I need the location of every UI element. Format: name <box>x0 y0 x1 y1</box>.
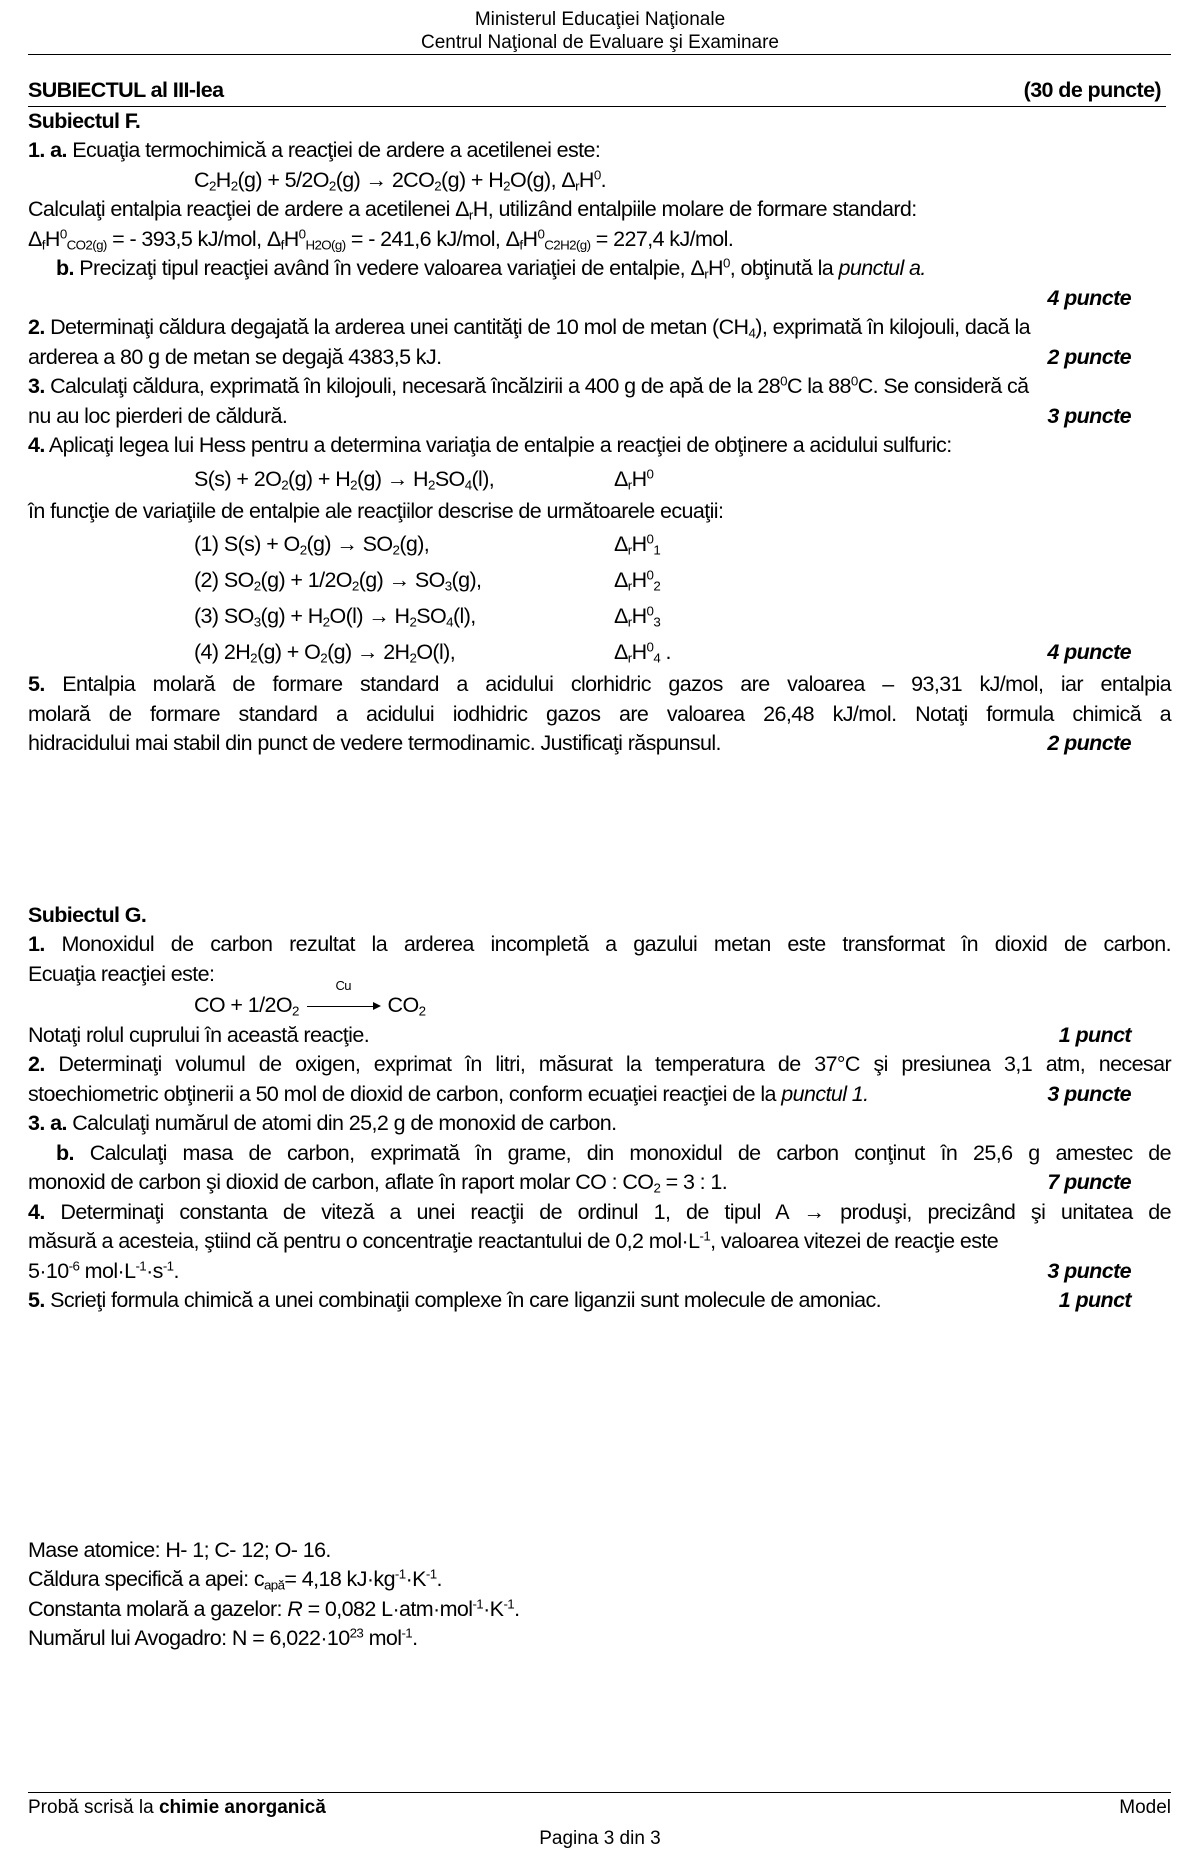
g-q2-line2 <box>28 1080 1171 1110</box>
page-number: Pagina 3 din 3 <box>539 1828 661 1849</box>
g-q3-points: 7 puncte <box>1047 1170 1131 1194</box>
f-q4-points: 4 puncte <box>1047 640 1131 664</box>
g-q1-equation: CO + $1/2O_2$ Cu $CO_2$ <box>28 989 1171 1021</box>
f-q5-number: 5. <box>28 672 45 696</box>
f-q2-line1: 2. Determinaţi căldura degajată la arderea unei cantităţi de 10 mol de metan $(CH_4)$, exprimată în kilojouli, dacă la <box>28 315 1031 341</box>
g-q3b-number: b. <box>56 1140 74 1165</box>
f-q4-line1 <box>28 431 1171 461</box>
ministry-name: Ministerul Educaţiei Naţionale <box>474 9 726 30</box>
f-q3-points: 3 puncte <box>1047 403 1131 428</box>
footer-exam-name <box>28 1797 326 1819</box>
exam-content <box>28 76 1171 1654</box>
f-q3-line1: 3. Calculaţi căldura, exprimată în kilojouli, necesară încălzirii a 400 g de apă de la $28^0C$ la $88^0C$. Se consideră că <box>28 373 1029 398</box>
f-q4-text: Aplicaţi legea lui Hess pentru a determina variaţia de entalpie a reacţiei de obţinere a acidului sulfuric: <box>48 433 952 457</box>
f-q4-line2 <box>28 497 1171 527</box>
g-q4-line3: $5\cdot 10^{-6}$ $mol\cdot L^{-1}\cdot s^{-1}$. 3 puncte <box>28 1257 1171 1287</box>
enthalpy-co2: = - 393,5 kJ/mol, <box>112 226 267 251</box>
g-q3a-number: 3. a. <box>28 1111 67 1135</box>
f-q4-text2: în funcţie de variaţiile de entalpie ale reacţiilor descrise de următoarele ecuaţii: <box>28 498 724 523</box>
f-q5-text2: molară de formare standard a acidului iodhidric gazos are valoarea 26,48 kJ/mol. Notaţi formula chimică a <box>28 701 1171 726</box>
specific-heat: Căldura specifică a apei: $c_{apă}= 4,18$ $kJ\cdot kg^{-1}\cdot K^{-1}$. <box>28 1566 442 1593</box>
section-f-heading <box>28 107 1171 137</box>
avogadro-unit: mol <box>363 1626 402 1650</box>
avogadro-text: Numărul lui Avogadro: N = 6,022·10 <box>28 1626 350 1650</box>
f-q1a-equation: $C_2H_2(g) + 5/2O_2(g) \to 2CO_2(g) + H_2O(g)$, $\Delta_rH^0$. <box>194 167 607 193</box>
gas-constant: Constanta molară a gazelor: R = 0,082 $L\cdot atm\cdot mol^{-1}\cdot K^{-1}$. <box>28 1596 520 1621</box>
f-q1b-text: Precizaţi tipul reacţiei având în vedere valoarea variaţiei de entalpie, <box>79 256 691 280</box>
g-q1-text3: Notaţi rolul cuprului în această reacţie. <box>28 1022 370 1047</box>
f-q3-text2: nu au loc pierderi de căldură. <box>28 403 288 428</box>
subject-points: (30 de puncte) <box>1023 78 1161 102</box>
g-q3a <box>28 1109 1171 1139</box>
section-g-title: Subiectul G. <box>28 902 147 927</box>
g-q2-number: 2. <box>28 1052 45 1076</box>
g-q4-text2b: , valoarea vitezei de reacţie este <box>710 1229 999 1253</box>
catalyst-arrow <box>304 978 382 1021</box>
f-q1b: b. Precizaţi tipul reacţiei având în vedere valoarea variaţiei de entalpie, $\Delta_rH^0$, obţinută la punctul a. <box>56 255 926 282</box>
g-q4-text1: Determinaţi constanta de viteză a unei reacţii de ordinul 1, de tipul A → produşi, precizând şi unitatea de <box>60 1199 1172 1224</box>
specific-heat-text: Căldura specifică a apei: c <box>28 1567 264 1591</box>
g-q2-points: 3 puncte <box>1047 1081 1131 1106</box>
atomic-masses <box>28 1536 1171 1566</box>
f-q2-number: 2. <box>28 315 45 339</box>
center-name: Centrul Naţional de Evaluare şi Examinare <box>420 32 779 53</box>
g-q4-line1 <box>28 1198 1171 1228</box>
f-q4-equation-2: (2) $SO_2(g) + 1/2O_2(g) \to SO_3(g)$, $\Delta_rH^0_2$ <box>194 567 661 594</box>
g-q4-line2: măsură a acesteia, ştiind că pentru o concentraţie reactantului de 0,2 $mol\cdot L^{-1}$, valoarea vitezei de reacţie este <box>28 1228 999 1253</box>
f-q3-text-c: C. Se consideră că <box>857 374 1029 398</box>
f-q1a <box>28 136 1171 166</box>
g-q2-text2: stoechiometric obţinerii a 50 mol de dioxid de carbon, conform ecuaţiei reacţiei de la <box>28 1081 782 1106</box>
f-q4-equation-4: (4) $2H_2(g) + O_2(g) \to 2H_2O(l)$, $\Delta_rH^0_4$ . 4 puncte <box>28 634 1171 670</box>
g-q1-text1: Monoxidul de carbon rezultat la arderea incompletă a gazului metan este transformat în dioxid de carbon. <box>61 932 1171 956</box>
g-q2-line1 <box>28 1050 1171 1080</box>
f-q5-text3: hidracidului mai stabil din punct de vedere termodinamic. Justificaţi răspunsul. <box>28 731 721 755</box>
section-g-heading <box>28 901 1171 931</box>
gas-constant-value: = 0,082 L·atm·mol <box>302 1596 473 1621</box>
footer-divider <box>28 1792 1171 1793</box>
avogadro: Numărul lui Avogadro: $N = 6,022\cdot 10^{23}$ mol$^{-1}$. <box>28 1625 418 1650</box>
g-q4-text2: măsură a acesteia, ştiind că pentru o concentraţie reactantului de 0,2 mol·L <box>28 1229 700 1253</box>
f-q3-text: Calculaţi căldura, exprimată în kilojouli, necesară încălzirii a 400 g de apă de la 28 <box>50 374 781 398</box>
footer-model: Model <box>1119 1797 1171 1818</box>
f-q3-number: 3. <box>28 374 45 398</box>
subject-label: SUBIECTUL al III-lea <box>28 78 224 102</box>
g-q3a-text: Calculaţi numărul de atomi din 25,2 g de monoxid de carbon. <box>72 1111 617 1135</box>
g-q3b-text2: monoxid de carbon şi dioxid de carbon, aflate în raport molar CO : CO <box>28 1170 654 1194</box>
g-q4-number: 4. <box>28 1199 45 1224</box>
page-header <box>0 8 1200 54</box>
f-q1a-calc-text2: H, utilizând entalpiile molare de formare standard: <box>472 197 917 221</box>
f-q1a-enthalpies: $\Delta_fH^0_{CO2(g)}$ = - 393,5 kJ/mol, $\Delta_fH^0_{H2O(g)}$ = - 241,6 kJ/mol, $\Delta_fH^0_{C2H2(g)} = 227,4$ kJ/mol. <box>28 226 734 252</box>
g-q2-text1: Determinaţi volumul de oxigen, exprimat în litri, măsurat la temperatura de 37°C şi presiunea 3,1 atm, necesar <box>58 1052 1172 1076</box>
f-q1a-calc-text: Calculaţi entalpia reacţiei de ardere a acetilenei <box>28 197 456 221</box>
f-q2-text-b: ), exprimată în kilojouli, dacă la <box>755 315 1031 339</box>
g-q1-number: 1. <box>28 932 45 956</box>
f-q2-text2: arderea a 80 g de metan se degajă 4383,5 kJ. <box>28 344 442 369</box>
specific-heat-value: = 4,18 kJ·kg <box>284 1567 395 1591</box>
f-q4-equation-3: (3) $SO_3(g) + H_2O(l) \to H_2SO_4(l)$, $\Delta_rH^0_3$ <box>194 603 661 630</box>
footer-prefix: Probă scrisă la <box>28 1797 159 1818</box>
f-q4-number: 4. <box>28 433 45 457</box>
g-q1-line2 <box>28 960 1171 993</box>
f-q1b-ref: punctul a. <box>838 256 926 280</box>
g-q5 <box>28 1286 1171 1316</box>
f-q3-text-b: C la 88 <box>786 374 851 398</box>
atomic-masses-text: Mase atomice: H- 1; C- 12; O- 16. <box>28 1537 331 1562</box>
f-q1-points-row <box>28 284 1171 314</box>
gas-constant-text: Constanta molară a gazelor: <box>28 1596 288 1621</box>
g-q1-line3 <box>28 1021 1171 1051</box>
f-q2-text: Determinaţi căldura degajată la arderea unei cantităţi de 10 mol de metan (CH <box>50 315 749 339</box>
g-q5-text: Scrieţi formula chimică a unei combinaţii complexe în care liganzii sunt molecule de amoniac. <box>50 1288 881 1312</box>
f-q4-equation-1: (1) $S(s) + O_2(g) \to SO_2(g)$, $\Delta_rH^0_1$ <box>194 531 661 558</box>
g-q4-points: 3 puncte <box>1047 1258 1131 1283</box>
f-q1b-number: b. <box>56 256 74 280</box>
g-q1-points: 1 punct <box>1058 1022 1131 1047</box>
f-q2-points: 2 puncte <box>1047 344 1131 369</box>
f-q4-target-equation: $S(s) + 2O_2(g) + H_2(g) \to H_2SO_4(l)$, $\Delta_rH^0$ <box>194 466 654 492</box>
f-q5-line1 <box>28 670 1171 700</box>
g-q5-number: 5. <box>28 1288 45 1312</box>
f-q1a-calc: Calculaţi entalpia reacţiei de ardere a acetilenei $\Delta_rH$, utilizând entalpiile molare de formare standard: <box>28 197 917 223</box>
g-q3b-text2b: = 3 : 1. <box>660 1170 728 1194</box>
header-divider <box>28 54 1171 55</box>
f-q2-line2 <box>28 343 1171 373</box>
f-q5-line3 <box>28 729 1171 759</box>
f-q1a-number: 1. a. <box>28 138 67 162</box>
gas-constant-symbol: R <box>287 1596 303 1621</box>
g-q5-points: 1 punct <box>1058 1288 1131 1312</box>
footer-subject: chimie anorganică <box>158 1797 326 1818</box>
g-q3b-text1: Calculaţi masa de carbon, exprimată în grame, din monoxidul de carbon conţinut în 25,6 g amestec de <box>89 1140 1172 1165</box>
f-q3-line2 <box>28 402 1171 432</box>
f-q1a-text: Ecuaţia termochimică a reacţiei de ardere a acetilenei este: <box>72 138 601 162</box>
f-q5-line2 <box>28 700 1171 730</box>
g-q1-line1 <box>28 930 1171 960</box>
g-q2-ref: punctul 1. <box>781 1081 869 1106</box>
f-q5-points: 2 puncte <box>1047 731 1131 755</box>
g-q3b-line2: monoxid de carbon şi dioxid de carbon, aflate în raport molar CO : $CO_2 = 3$ : 1. 7 puncte <box>28 1168 1171 1198</box>
f-q1b-text2: , obţinută la <box>729 256 839 280</box>
specific-heat-sub: apă <box>263 1577 285 1593</box>
f-q5-text1: Entalpia molară de formare standard a acidului clorhidric gazos are valoarea – 93,31 kJ/mol, iar entalpia <box>62 672 1171 696</box>
section-f-title: Subiectul F. <box>28 108 141 133</box>
catalyst-label: Cu <box>335 978 351 993</box>
subject-title <box>28 76 1166 107</box>
g-q3b-line1 <box>28 1139 1171 1169</box>
f-q1-points: 4 puncte <box>1047 285 1131 310</box>
g-q1-text2: Ecuaţia reacţiei este: <box>28 961 215 986</box>
